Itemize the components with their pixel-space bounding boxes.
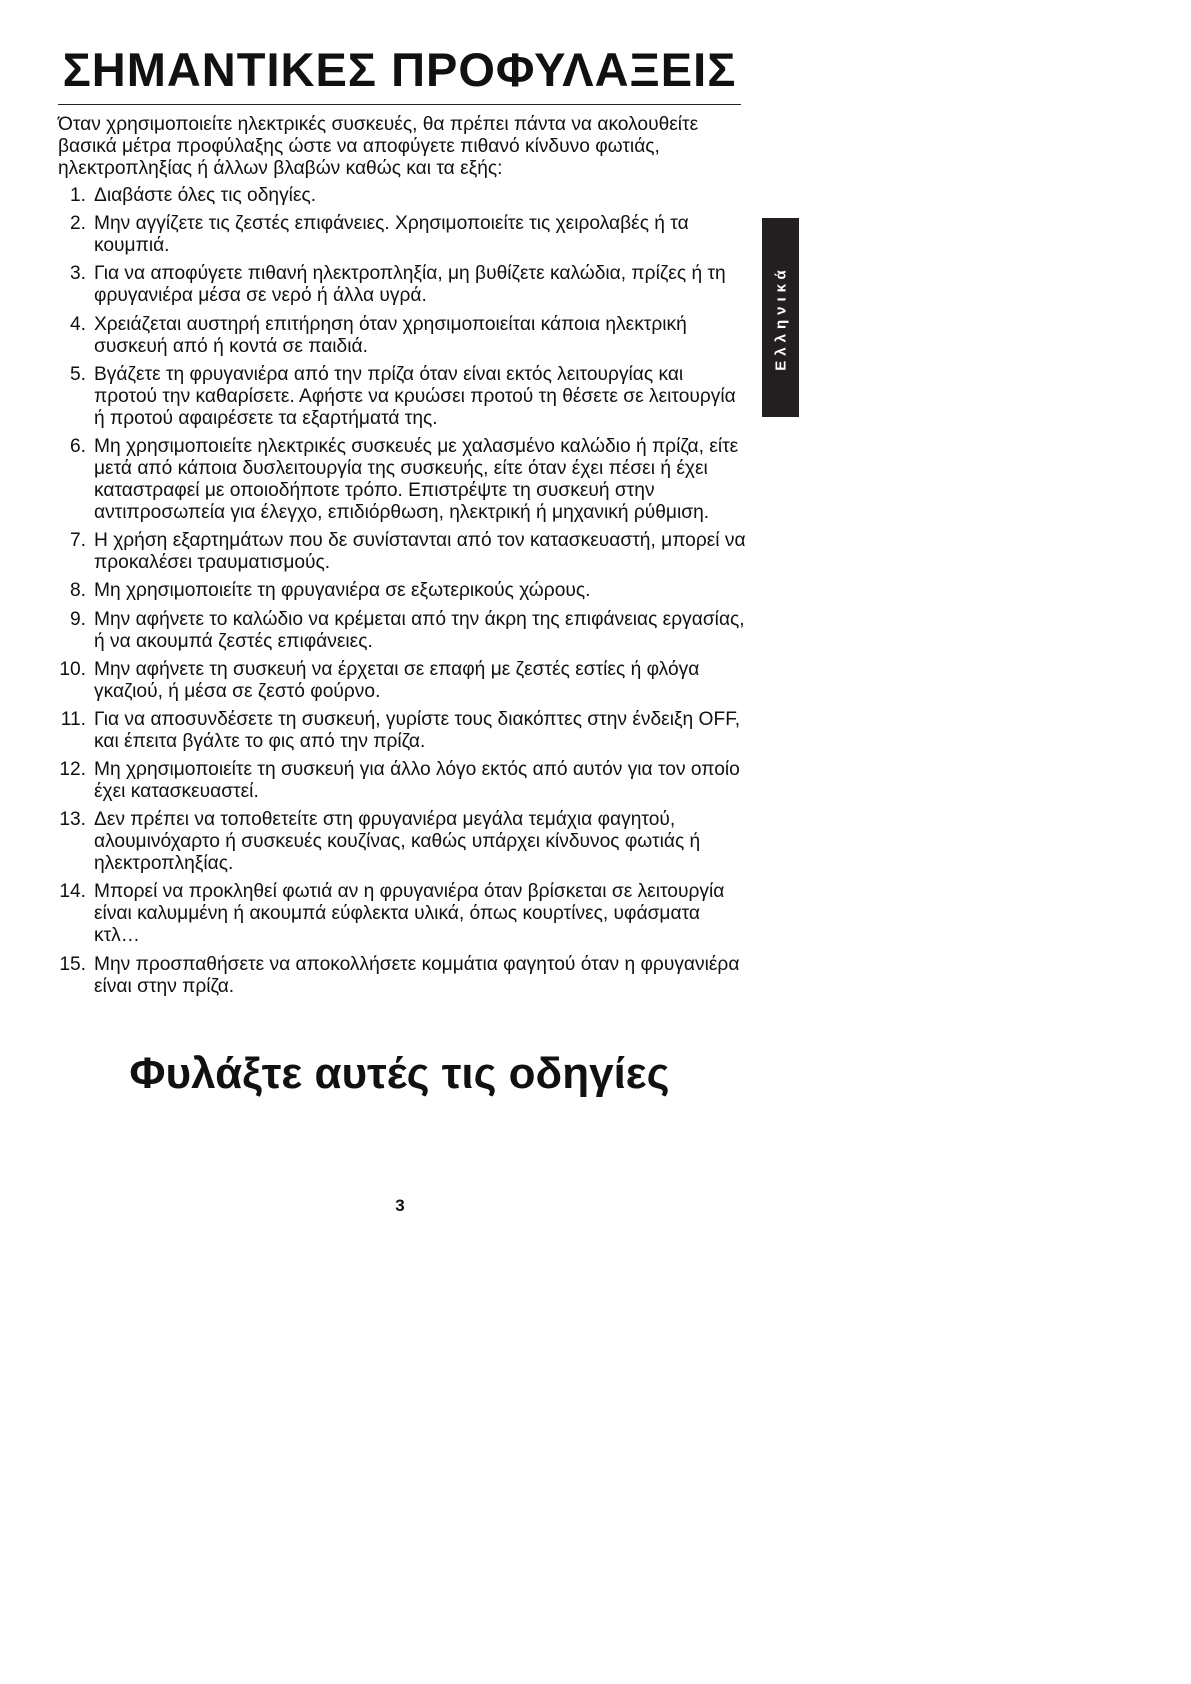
list-item <box>58 364 748 430</box>
page-number: 3 <box>395 1196 405 1215</box>
list-item <box>58 530 748 574</box>
title-divider <box>58 104 741 105</box>
list-item-number: 9. <box>69 608 86 630</box>
list-item-text: Μην αφήνετε τη συσκευή να έρχεται σε επαφή με ζεστές εστίες ή φλόγα γκαζιού, ή μέσα σε ζεστό φούρνο. <box>94 658 700 702</box>
list-item-text: Για να αποφύγετε πιθανή ηλεκτροπληξία, μη βυθίζετε καλώδια, πρίζες ή τη φρυγανιέρα μέσα σε νερό ή άλλα υγρά. <box>94 263 726 307</box>
list-item <box>58 954 748 998</box>
language-tab <box>762 218 799 417</box>
list-item-number: 14. <box>59 881 86 903</box>
list-item-number: 7. <box>69 530 86 552</box>
list-item-text: Μη χρησιμοποιείτε τη συσκευή για άλλο λόγο εκτός από αυτόν για τον οποίο έχει κατασκευαστεί. <box>94 759 740 803</box>
list-item <box>58 263 748 307</box>
list-item <box>58 881 748 947</box>
precautions-list <box>58 185 748 1004</box>
list-item-number: 2. <box>69 213 86 235</box>
list-item <box>58 213 748 257</box>
list-item-text: Η χρήση εξαρτημάτων που δε συνίστανται από τον κατασκευαστή, μπορεί να προκαλέσει τραυματισμούς. <box>94 530 746 574</box>
list-item <box>58 580 748 602</box>
list-item <box>58 185 748 207</box>
list-item-text: Για να αποσυνδέσετε τη συσκευή, γυρίστε τους διακόπτες στην ένδειξη OFF, και έπειτα βγάλτε το φις από την πρίζα. <box>94 708 741 752</box>
list-item-text: Μην αγγίζετε τις ζεστές επιφάνειες. Χρησιμοποιείτε τις χειρολαβές ή τα κουμπιά. <box>94 213 689 257</box>
list-item-text: Μπορεί να προκληθεί φωτιά αν η φρυγανιέρα όταν βρίσκεται σε λειτουργία είναι καλυμμένη ή ακουμπά εύφλεκτα υλικά, όπως κουρτίνες, υφάσματα κτλ… <box>94 881 725 947</box>
list-item <box>58 809 748 875</box>
language-tab-label: Ελληνικά <box>772 264 789 371</box>
list-item-number: 4. <box>69 313 86 335</box>
page-title: ΣΗΜΑΝΤΙΚΕΣ ΠΡΟΦΥΛΑΞΕΙΣ <box>62 43 737 96</box>
list-item-number: 12. <box>59 759 86 781</box>
intro-paragraph: Όταν χρησιμοποιείτε ηλεκτρικές συσκευές, θα πρέπει πάντα να ακολουθείτε βασικά μέτρα προφύλαξης ώστε να αποφύγετε πιθανό κίνδυνο φωτιάς, ηλεκτροπληξίας ή άλλων βλαβών καθώς και τα εξής: <box>58 114 699 179</box>
list-item <box>58 609 748 653</box>
list-item-number: 6. <box>69 435 86 457</box>
list-item-number: 13. <box>59 809 86 831</box>
list-item-text: Μην αφήνετε το καλώδιο να κρέμεται από την άκρη της επιφάνειας εργασίας, ή να ακουμπά ζεστές επιφάνειες. <box>94 608 745 652</box>
save-instructions-heading: Φυλάξτε αυτές τις οδηγίες <box>129 1049 670 1098</box>
list-item <box>58 436 748 524</box>
list-item-text: Χρειάζεται αυστηρή επιτήρηση όταν χρησιμοποιείται κάποια ηλεκτρική συσκευή από ή κοντά σε παιδιά. <box>94 313 687 357</box>
list-item-number: 10. <box>59 658 86 680</box>
list-item-number: 1. <box>69 185 86 206</box>
list-item <box>58 659 748 703</box>
list-item <box>58 314 748 358</box>
list-item-text: Διαβάστε όλες τις οδηγίες. <box>94 185 317 206</box>
list-item-number: 11. <box>60 708 86 730</box>
list-item-text: Μη χρησιμοποιείτε ηλεκτρικές συσκευές με χαλασμένο καλώδιο ή πρίζα, είτε μετά από κάποια δυσλειτουργία της συσκευής, είτε όταν έχει πέσει ή έχει καταστραφεί με οποιοδήποτε τρόπο. Επιστρέψτε τη συσκευή στην αντιπροσωπεία για έλεγχο, επιδιόρθωση, ηλεκτρική ή μηχανική ρύθμιση. <box>94 435 739 523</box>
list-item-text: Μη χρησιμοποιείτε τη φρυγανιέρα σε εξωτερικούς χώρους. <box>94 580 591 602</box>
list-item-text: Βγάζετε τη φρυγανιέρα από την πρίζα όταν είναι εκτός λειτουργίας και προτού την καθαρίσετε. Αφήστε να κρυώσει προτού τη θέσετε σε λειτουργία ή προτού αφαιρέσετε τα εξαρτήματά της. <box>94 363 736 429</box>
list-item-text: Δεν πρέπει να τοποθετείτε στη φρυγανιέρα μεγάλα τεμάχια φαγητού, αλουμινόχαρτο ή συσκευές κουζίνας, καθώς υπάρχει κίνδυνος φωτιάς ή ηλεκτροπληξίας. <box>94 809 701 875</box>
list-item-number: 8. <box>69 580 86 602</box>
list-item <box>58 709 748 753</box>
list-item-number: 5. <box>69 363 86 385</box>
list-item-text: Μην προσπαθήσετε να αποκολλήσετε κομμάτια φαγητού όταν η φρυγανιέρα είναι στην πρίζα. <box>94 953 740 997</box>
list-item-number: 15. <box>59 953 86 975</box>
list-item-number: 3. <box>69 263 86 285</box>
list-item <box>58 759 748 803</box>
